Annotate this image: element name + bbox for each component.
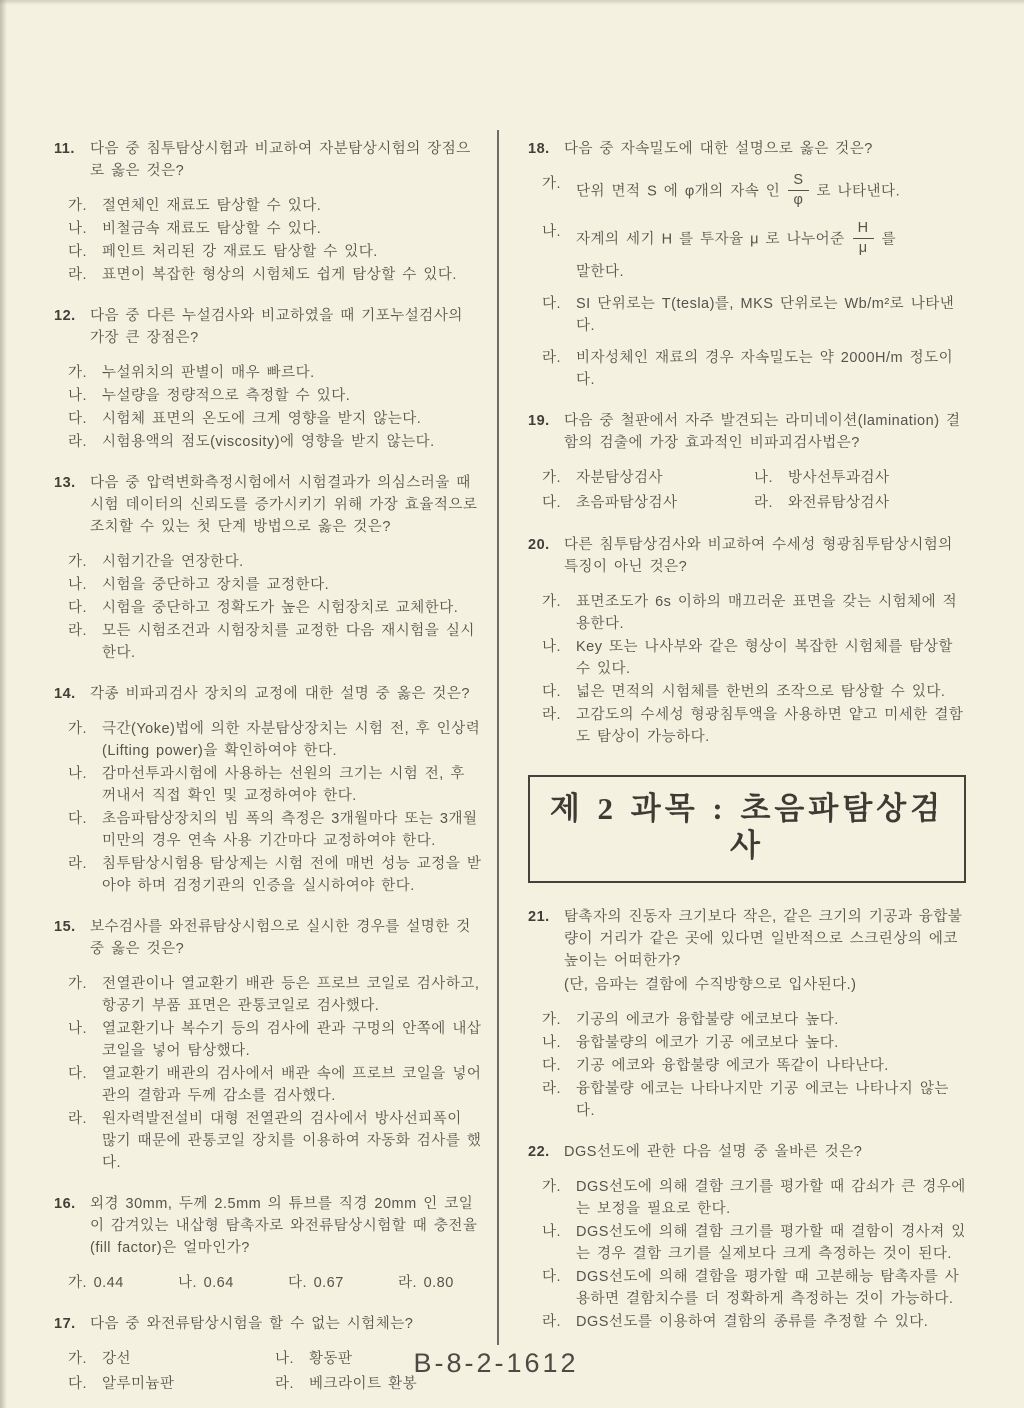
question-18 bbox=[528, 138, 966, 391]
question-number: 16. bbox=[54, 1196, 76, 1212]
option-label: 다. bbox=[68, 1066, 88, 1082]
fraction-s-over-phi bbox=[788, 172, 808, 210]
question-18-head bbox=[528, 138, 966, 160]
option-na bbox=[754, 467, 966, 489]
option-label: 라. bbox=[398, 1275, 418, 1291]
option-ga bbox=[542, 173, 966, 211]
option-ga bbox=[542, 1009, 966, 1031]
option-label: 라. bbox=[542, 1313, 562, 1330]
question-number: 17. bbox=[54, 1316, 76, 1332]
column-divider-line bbox=[497, 130, 499, 1345]
question-text: 다음 중 압력변화측정시험에서 시험결과가 의심스러울 때 시험 데이터의 신뢰도를 증가시키기 위해 가장 효율적으로 조치할 수 있는 첫 단계 방법으로 옳은 것은? bbox=[90, 475, 478, 535]
option-text-post: 를 bbox=[881, 231, 897, 248]
question-21-head bbox=[528, 906, 966, 996]
option-text: DGS선도에 의해 결함을 평가할 때 고분해능 탐촉자를 사용하면 결함치수를 더 정확하게 측정하는 것이 가능하다. bbox=[576, 1268, 960, 1307]
option-text: 시험기간을 연장한다. bbox=[102, 554, 244, 570]
option-na bbox=[68, 1018, 482, 1062]
option-label: 가. bbox=[542, 469, 562, 486]
option-da bbox=[68, 408, 482, 430]
option-label: 가. bbox=[542, 176, 562, 192]
question-17-head bbox=[54, 1313, 482, 1335]
option-label: 가. bbox=[68, 976, 88, 992]
option-text bbox=[576, 221, 966, 283]
option-text: 비자성체인 재료의 경우 자속밀도는 약 2000H/m 정도이다. bbox=[576, 349, 954, 388]
question-15-options bbox=[54, 973, 482, 1174]
option-text: 0.44 bbox=[93, 1275, 124, 1291]
option-ra bbox=[68, 1108, 482, 1174]
question-number: 22. bbox=[528, 1143, 550, 1160]
question-12-head bbox=[54, 305, 482, 349]
question-12 bbox=[54, 305, 482, 453]
option-label: 나. bbox=[68, 766, 88, 782]
option-text: 모든 시험조건과 시험장치를 교정한 다음 재시험을 실시 한다. bbox=[102, 623, 475, 661]
fraction-denominator: μ bbox=[858, 240, 868, 257]
option-da bbox=[542, 293, 966, 337]
option-label: 나. bbox=[68, 388, 88, 404]
option-text: 절연체인 재료도 탐상할 수 있다. bbox=[102, 198, 322, 214]
question-text bbox=[564, 906, 966, 996]
question-13 bbox=[54, 472, 482, 664]
option-label: 나. bbox=[542, 1223, 562, 1240]
option-label: 다. bbox=[542, 1057, 562, 1074]
fraction-numerator: H bbox=[853, 220, 874, 239]
option-text: 강선 bbox=[102, 1351, 132, 1367]
option-text: 시험용액의 점도(viscosity)에 영향을 받지 않는다. bbox=[102, 434, 435, 450]
question-text: 다음 중 자속밀도에 대한 설명으로 옳은 것은? bbox=[564, 141, 873, 157]
option-ra bbox=[68, 620, 482, 664]
option-na bbox=[542, 636, 966, 680]
option-text: 전열관이나 열교환기 배관 등은 프로브 코일로 검사하고, 항공기 부품 표면은 관통코일로 검사했다. bbox=[102, 976, 480, 1014]
option-label: 다. bbox=[542, 295, 562, 312]
option-label: 나. bbox=[542, 1034, 562, 1051]
question-text: 다른 침투탐상검사와 비교하여 수세성 형광침투탐상시험의 특징이 아닌 것은? bbox=[564, 536, 953, 575]
question-21 bbox=[528, 906, 966, 1122]
option-text: 시험체 표면의 온도에 크게 영향을 받지 않는다. bbox=[102, 411, 422, 427]
option-na bbox=[542, 1032, 966, 1054]
option-label: 라. bbox=[68, 623, 88, 639]
option-ga bbox=[542, 591, 966, 635]
option-text: DGS선도를 이용하여 결함의 종류를 추정할 수 있다. bbox=[576, 1313, 929, 1330]
option-text: 열교환기나 복수기 등의 검사에 관과 구멍의 안쪽에 내삽코일을 넣어 탐상했다. bbox=[102, 1021, 482, 1059]
option-text: 시험을 중단하고 정확도가 높은 시험장치로 교체한다. bbox=[102, 600, 459, 616]
option-da bbox=[542, 492, 754, 514]
option-na bbox=[68, 385, 482, 407]
option-na bbox=[542, 221, 966, 283]
option-da bbox=[68, 241, 482, 263]
option-ga bbox=[68, 718, 482, 762]
question-number: 19. bbox=[528, 412, 550, 429]
question-22-head bbox=[528, 1141, 966, 1163]
option-label: 라. bbox=[68, 1111, 88, 1127]
option-text: 비철금속 재료도 탐상할 수 있다. bbox=[102, 221, 322, 237]
option-text: 기공의 에코가 융합불량 에코보다 높다. bbox=[576, 1011, 839, 1028]
option-label: 가. bbox=[68, 721, 88, 737]
question-19 bbox=[528, 410, 966, 515]
question-text: DGS선도에 관한 다음 설명 중 올바른 것은? bbox=[564, 1143, 863, 1160]
option-text: 넓은 면적의 시험체를 한번의 조작으로 탐상할 수 있다. bbox=[576, 683, 946, 700]
question-15-head bbox=[54, 916, 482, 960]
fraction-h-over-mu bbox=[853, 220, 874, 258]
option-na bbox=[68, 763, 482, 807]
option-label: 다. bbox=[542, 683, 562, 700]
section-2-header-box bbox=[528, 775, 966, 883]
question-11-head bbox=[54, 138, 482, 182]
option-text: 융합불량 에코는 나타나지만 기공 에코는 나타나지 않는다. bbox=[576, 1080, 949, 1119]
option-label: 나. bbox=[542, 223, 562, 240]
option-ra bbox=[542, 1311, 966, 1333]
option-text: 기공 에코와 융합불량 에코가 똑같이 나타난다. bbox=[576, 1057, 889, 1074]
question-condition-note: (단, 음파는 결함에 수직방향으로 입사된다.) bbox=[564, 976, 857, 993]
question-22-options bbox=[528, 1176, 966, 1333]
option-na bbox=[68, 218, 482, 240]
question-22 bbox=[528, 1141, 966, 1333]
option-label: 다. bbox=[68, 244, 88, 260]
option-label: 나. bbox=[754, 469, 774, 486]
option-label: 다. bbox=[68, 1376, 88, 1392]
question-18-options bbox=[528, 173, 966, 391]
option-da bbox=[68, 1063, 482, 1107]
option-label: 나. bbox=[68, 577, 88, 593]
option-label: 가. bbox=[68, 365, 88, 381]
option-text-post: 로 나타낸다. bbox=[816, 183, 901, 200]
option-text: 극간(Yoke)법에 의한 자분탐상장치는 시험 전, 후 인상력(Lifting power)을 확인하여야 한다. bbox=[102, 721, 481, 759]
section-2-title: 제 2 과목 : 초음파탐상검사 bbox=[549, 790, 945, 863]
option-ga bbox=[68, 551, 482, 573]
option-label: 나. bbox=[275, 1351, 295, 1367]
option-label: 라. bbox=[275, 1376, 295, 1392]
question-12-options bbox=[54, 362, 482, 453]
option-text: Key 또는 나사부와 같은 형상이 복잡한 시험체를 탐상할 수 있다. bbox=[576, 638, 953, 677]
option-text: 원자력발전설비 대형 전열관의 검사에서 방사선피폭이 많기 때문에 관통코일 장치를 이용하여 자동화 검사를 했다. bbox=[102, 1111, 482, 1171]
option-label: 가. bbox=[542, 1011, 562, 1028]
option-label: 라. bbox=[542, 706, 562, 723]
question-number: 11. bbox=[54, 141, 75, 157]
option-da bbox=[542, 1055, 966, 1077]
question-text: 다음 중 침투탐상시험과 비교하여 자분탐상시험의 장점으로 옳은 것은? bbox=[90, 141, 471, 179]
option-da bbox=[68, 808, 482, 852]
question-19-head bbox=[528, 410, 966, 454]
option-ra bbox=[398, 1272, 508, 1294]
option-label: 라. bbox=[542, 349, 562, 366]
option-label: 다. bbox=[68, 811, 88, 827]
option-label: 가. bbox=[68, 1275, 88, 1291]
right-column bbox=[528, 138, 966, 1352]
option-label: 라. bbox=[68, 856, 88, 872]
option-na bbox=[68, 574, 482, 596]
option-label: 나. bbox=[178, 1275, 198, 1291]
question-text: 각종 비파괴검사 장치의 교정에 대한 설명 중 옳은 것은? bbox=[90, 686, 470, 702]
option-text: 누설량을 정량적으로 측정할 수 있다. bbox=[102, 388, 351, 404]
option-ga bbox=[68, 362, 482, 384]
option-ga bbox=[68, 195, 482, 217]
option-text: 자분탐상검사 bbox=[576, 469, 664, 486]
option-text: 융합불량의 에코가 기공 에코보다 높다. bbox=[576, 1034, 839, 1051]
option-ra bbox=[542, 347, 966, 391]
option-text: 0.67 bbox=[313, 1275, 344, 1291]
option-text-pre: 자계의 세기 H 를 투자율 μ 로 나누어준 bbox=[576, 231, 845, 248]
question-text: 다음 중 철판에서 자주 발견되는 라미네이션(lamination) 결함의 검출에 가장 효과적인 비파괴검사법은? bbox=[564, 412, 961, 451]
option-label: 가. bbox=[542, 593, 562, 610]
question-11-options bbox=[54, 195, 482, 286]
option-text: 와전류탐상검사 bbox=[788, 494, 890, 511]
question-number: 13. bbox=[54, 475, 76, 491]
option-label: 가. bbox=[68, 1351, 88, 1367]
option-label: 다. bbox=[288, 1275, 308, 1291]
option-label: 다. bbox=[68, 411, 88, 427]
option-text-pre: 단위 면적 S 에 φ개의 자속 인 bbox=[576, 183, 781, 200]
question-text: 다음 중 와전류탐상시험을 할 수 없는 시험체는? bbox=[90, 1316, 414, 1332]
question-text-main: 탐촉자의 진동자 크기보다 작은, 같은 크기의 기공과 융합불량이 거리가 같은 곳에 있다면 일반적으로 스크린상의 에코 높이는 어떠한가? bbox=[564, 908, 963, 969]
option-text: 페인트 처리된 강 재료도 탐상할 수 있다. bbox=[102, 244, 378, 260]
option-label: 가. bbox=[542, 1178, 562, 1195]
option-ga bbox=[68, 1272, 178, 1294]
option-label: 라. bbox=[542, 1080, 562, 1097]
option-ra bbox=[68, 853, 482, 897]
question-text: 보수검사를 와전류탐상시험으로 실시한 경우를 설명한 것 중 옳은 것은? bbox=[90, 919, 471, 957]
option-text: 알루미늄판 bbox=[102, 1376, 175, 1392]
option-text: 황동판 bbox=[309, 1351, 353, 1367]
question-number: 15. bbox=[54, 919, 76, 935]
option-label: 나. bbox=[68, 1021, 88, 1037]
question-21-options bbox=[528, 1009, 966, 1122]
option-text: 감마선투과시험에 사용하는 선원의 크기는 시험 전, 후 꺼내서 직접 확인 및 교정하여야 한다. bbox=[102, 766, 465, 804]
option-text: 고감도의 수세성 형광침투액을 사용하면 얕고 미세한 결함도 탐상이 가능하다. bbox=[576, 706, 964, 745]
option-da bbox=[542, 1266, 966, 1310]
question-14-options bbox=[54, 718, 482, 897]
option-text: 0.64 bbox=[203, 1275, 234, 1291]
option-text: 베크라이트 환봉 bbox=[309, 1376, 418, 1392]
option-ga bbox=[68, 973, 482, 1017]
question-16-head bbox=[54, 1193, 482, 1259]
option-ga bbox=[542, 467, 754, 489]
option-label: 다. bbox=[542, 494, 562, 511]
fraction-denominator: φ bbox=[793, 192, 804, 209]
option-da bbox=[288, 1272, 398, 1294]
option-text: 방사선투과검사 bbox=[788, 469, 890, 486]
option-ra bbox=[542, 704, 966, 748]
option-text: 0.80 bbox=[423, 1275, 454, 1291]
option-text: 침투탐상시험용 탐상제는 시험 전에 매번 성능 교정을 받아야 하며 검정기관의 인증을 실시하여야 한다. bbox=[102, 856, 482, 894]
question-20-options bbox=[528, 591, 966, 748]
question-number: 18. bbox=[528, 141, 550, 157]
question-11 bbox=[54, 138, 482, 286]
question-13-options bbox=[54, 551, 482, 664]
option-text: DGS선도에 의해 결함 크기를 평가할 때 결함이 경사져 있는 경우 결함 크기를 실제보다 크게 측정하는 것이 된다. bbox=[576, 1223, 966, 1262]
option-text: 열교환기 배관의 검사에서 배관 속에 프로브 코일을 넣어 관의 결함과 두께 감소를 검사했다. bbox=[102, 1066, 482, 1104]
option-text: 누설위치의 판별이 매우 빠르다. bbox=[102, 365, 315, 381]
option-text: SI 단위로는 T(tesla)를, MKS 단위로는 Wb/m²로 나타낸다. bbox=[576, 295, 955, 334]
question-14-head bbox=[54, 683, 482, 705]
question-13-head bbox=[54, 472, 482, 538]
option-ra bbox=[68, 264, 482, 286]
option-text: DGS선도에 의해 결함 크기를 평가할 때 감쇠가 큰 경우에는 보정을 필요로 한다. bbox=[576, 1178, 966, 1217]
option-label: 다. bbox=[68, 600, 88, 616]
option-text: 초음파탐상장치의 빔 폭의 측정은 3개월마다 또는 3개월 미만의 경우 연속 사용 기간마다 교정하여야 한다. bbox=[102, 811, 478, 849]
question-14 bbox=[54, 683, 482, 897]
question-20-head bbox=[528, 534, 966, 578]
question-text: 다음 중 다른 누설검사와 비교하였을 때 기포누설검사의 가장 큰 장점은? bbox=[90, 308, 463, 346]
option-text: 표면이 복잡한 형상의 시험체도 쉽게 탐상할 수 있다. bbox=[102, 267, 457, 283]
question-20 bbox=[528, 534, 966, 748]
option-text bbox=[576, 173, 966, 211]
option-ra bbox=[68, 431, 482, 453]
option-label: 라. bbox=[754, 494, 774, 511]
question-number: 12. bbox=[54, 308, 76, 324]
option-label: 가. bbox=[68, 554, 88, 570]
question-number: 20. bbox=[528, 536, 550, 553]
question-number: 14. bbox=[54, 686, 76, 702]
option-label: 다. bbox=[542, 1268, 562, 1285]
option-label: 나. bbox=[68, 221, 88, 237]
question-16-options bbox=[54, 1272, 482, 1294]
option-text-continued: 말한다. bbox=[576, 263, 625, 280]
question-text: 외경 30mm, 두께 2.5mm 의 튜브를 직경 20mm 인 코일이 감겨있는 내삽형 탐촉자로 와전류탐상시험할 때 충전율 (fill factor)은 얼마인가? bbox=[90, 1196, 478, 1256]
question-16 bbox=[54, 1193, 482, 1294]
option-text: 초음파탐상검사 bbox=[576, 494, 678, 511]
option-ra bbox=[754, 492, 966, 514]
option-ra bbox=[542, 1078, 966, 1122]
fraction-numerator: S bbox=[788, 172, 808, 191]
page-code: B-8-2-1612 bbox=[413, 1348, 579, 1378]
option-label: 가. bbox=[68, 198, 88, 214]
option-na bbox=[178, 1272, 288, 1294]
option-label: 라. bbox=[68, 267, 88, 283]
option-text: 시험을 중단하고 장치를 교정한다. bbox=[102, 577, 330, 593]
option-da bbox=[68, 597, 482, 619]
option-da bbox=[542, 681, 966, 703]
option-na bbox=[542, 1221, 966, 1265]
option-label: 라. bbox=[68, 434, 88, 450]
question-15 bbox=[54, 916, 482, 1174]
question-19-options bbox=[528, 467, 966, 515]
option-text: 표면조도가 6s 이하의 매끄러운 표면을 갖는 시험체에 적용한다. bbox=[576, 593, 958, 632]
left-column bbox=[54, 138, 482, 1408]
option-label: 나. bbox=[542, 638, 562, 655]
question-number: 21. bbox=[528, 908, 550, 925]
option-ga bbox=[542, 1176, 966, 1220]
